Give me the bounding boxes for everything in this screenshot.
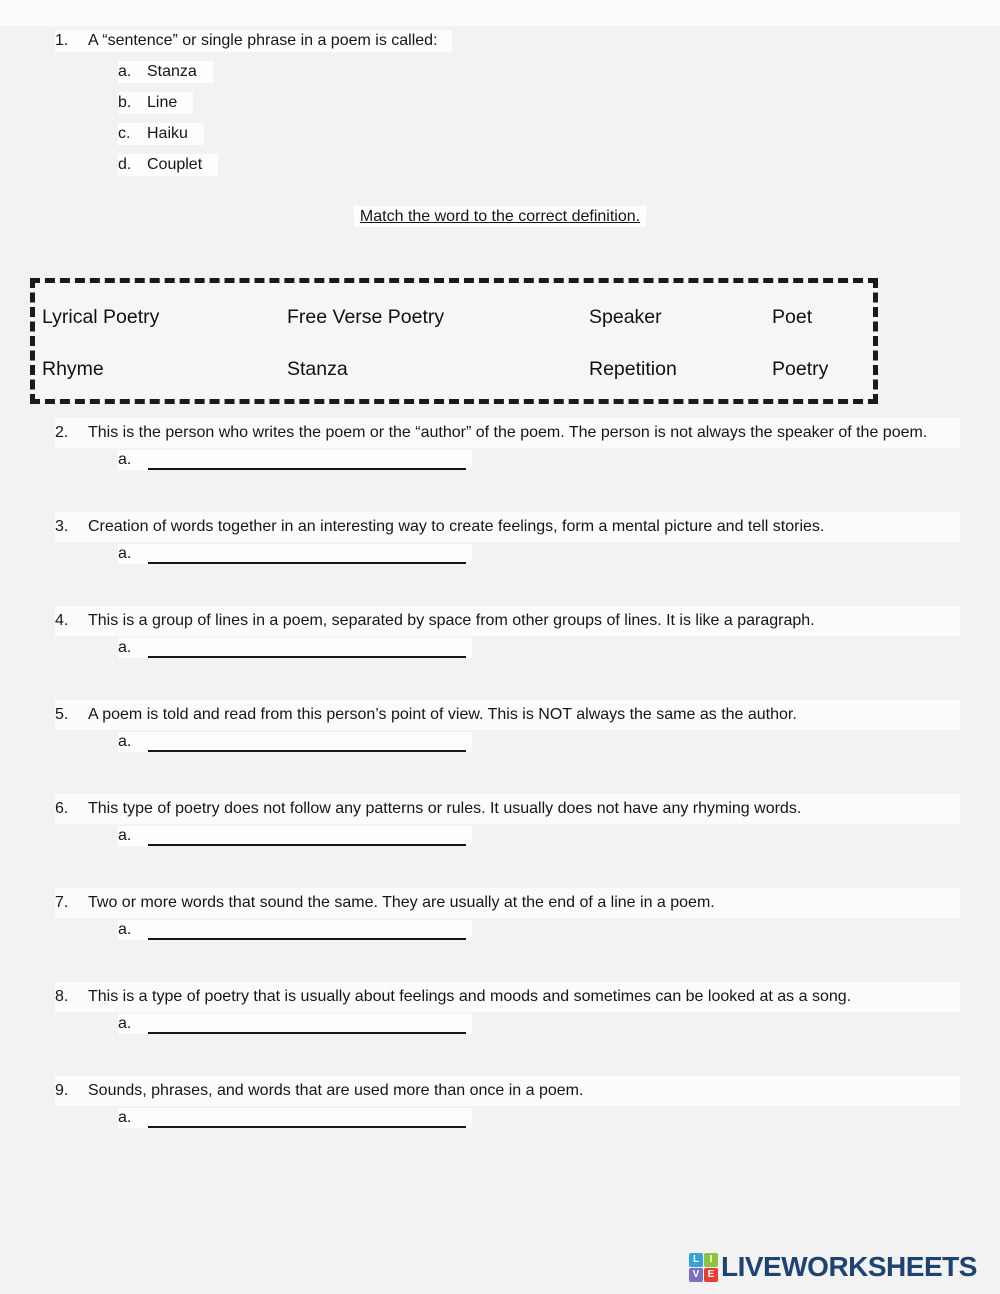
question-3	[55, 512, 1000, 564]
logo-tile-l: L	[689, 1253, 703, 1267]
logo-tile-v: V	[689, 1268, 703, 1282]
question-1-option-a[interactable]	[118, 61, 213, 83]
question-1-option-b[interactable]	[118, 92, 193, 114]
definition-questions	[0, 418, 1000, 1128]
question-1	[55, 0, 1000, 176]
option-letter: b.	[118, 94, 132, 111]
word-bank-item: Free Verse Poetry	[287, 305, 445, 328]
question-text: Sounds, phrases, and words that are used more than once in a poem.	[88, 1082, 584, 1099]
logo-tile-i: I	[704, 1253, 718, 1267]
answer-row	[118, 920, 472, 940]
liveworksheets-grid-icon	[689, 1253, 718, 1282]
answer-blank-input[interactable]	[148, 920, 466, 940]
question-7	[55, 888, 1000, 940]
question-text: This type of poetry does not follow any patterns or rules. It usually does not have any rhyming words.	[88, 800, 802, 817]
word-bank-item: Speaker	[589, 305, 662, 328]
word-bank-item: Poet	[772, 305, 813, 328]
word-bank-row-2	[42, 343, 873, 395]
word-bank-item: Stanza	[287, 357, 348, 380]
answer-row	[118, 638, 472, 658]
question-number: 8.	[55, 988, 69, 1005]
question-1-option-c[interactable]	[118, 123, 204, 145]
question-text: Creation of words together in an interesting way to create feelings, form a mental picture and tell stories.	[88, 518, 825, 535]
question-1-number: 1.	[55, 32, 69, 49]
answer-letter: a.	[118, 639, 132, 656]
word-bank-item: Repetition	[589, 357, 677, 380]
answer-row	[118, 732, 472, 752]
question-number: 4.	[55, 612, 69, 629]
word-bank-item: Rhyme	[42, 357, 104, 380]
question-8	[55, 982, 1000, 1034]
word-bank-item: Lyrical Poetry	[42, 305, 160, 328]
answer-letter: a.	[118, 921, 132, 938]
liveworksheets-logo	[689, 1251, 977, 1283]
answer-letter: a.	[118, 1015, 132, 1032]
option-letter: a.	[118, 63, 132, 80]
answer-blank-input[interactable]	[148, 638, 466, 658]
answer-letter: a.	[118, 451, 132, 468]
answer-row	[118, 544, 472, 564]
question-5	[55, 700, 1000, 752]
word-bank-box	[30, 278, 878, 404]
question-2	[55, 418, 1000, 470]
option-label: Couplet	[147, 156, 203, 173]
question-text: This is the person who writes the poem or the “author” of the poem. The person is not always the speaker of the poem.	[88, 424, 928, 441]
answer-letter: a.	[118, 545, 132, 562]
question-9	[55, 1076, 1000, 1128]
answer-row	[118, 826, 472, 846]
question-number: 2.	[55, 424, 69, 441]
question-4	[55, 606, 1000, 658]
answer-row	[118, 1014, 472, 1034]
question-number: 9.	[55, 1082, 69, 1099]
question-1-option-d[interactable]	[118, 154, 218, 176]
question-text: Two or more words that sound the same. They are usually at the end of a line in a poem.	[88, 894, 715, 911]
liveworksheets-wordmark: LIVEWORKSHEETS	[721, 1251, 977, 1282]
option-label: Line	[147, 94, 178, 111]
question-number: 3.	[55, 518, 69, 535]
answer-row	[118, 1108, 472, 1128]
logo-tile-e: E	[704, 1268, 718, 1282]
word-bank-row-1	[42, 291, 873, 343]
answer-row	[118, 450, 472, 470]
word-bank-item: Poetry	[772, 357, 829, 380]
question-number: 5.	[55, 706, 69, 723]
option-label: Stanza	[147, 63, 197, 80]
question-1-text: A “sentence” or single phrase in a poem is called:	[88, 32, 438, 49]
option-letter: c.	[118, 125, 131, 142]
answer-blank-input[interactable]	[148, 1014, 466, 1034]
answer-blank-input[interactable]	[148, 450, 466, 470]
answer-blank-input[interactable]	[148, 826, 466, 846]
question-text: A poem is told and read from this person’s point of view. This is NOT always the same as the author.	[88, 706, 797, 723]
match-instruction-text: Match the word to the correct definition.	[354, 206, 646, 227]
answer-letter: a.	[118, 827, 132, 844]
answer-blank-input[interactable]	[148, 732, 466, 752]
question-text: This is a type of poetry that is usually about feelings and moods and sometimes can be looked at as a song.	[88, 988, 852, 1005]
answer-blank-input[interactable]	[148, 1108, 466, 1128]
question-number: 7.	[55, 894, 69, 911]
option-letter: d.	[118, 156, 132, 173]
question-6	[55, 794, 1000, 846]
question-number: 6.	[55, 800, 69, 817]
question-text: This is a group of lines in a poem, separated by space from other groups of lines. It is like a paragraph.	[88, 612, 815, 629]
option-label: Haiku	[147, 125, 188, 142]
answer-blank-input[interactable]	[148, 544, 466, 564]
answer-letter: a.	[118, 1109, 132, 1126]
match-instruction	[0, 206, 1000, 228]
answer-letter: a.	[118, 733, 132, 750]
